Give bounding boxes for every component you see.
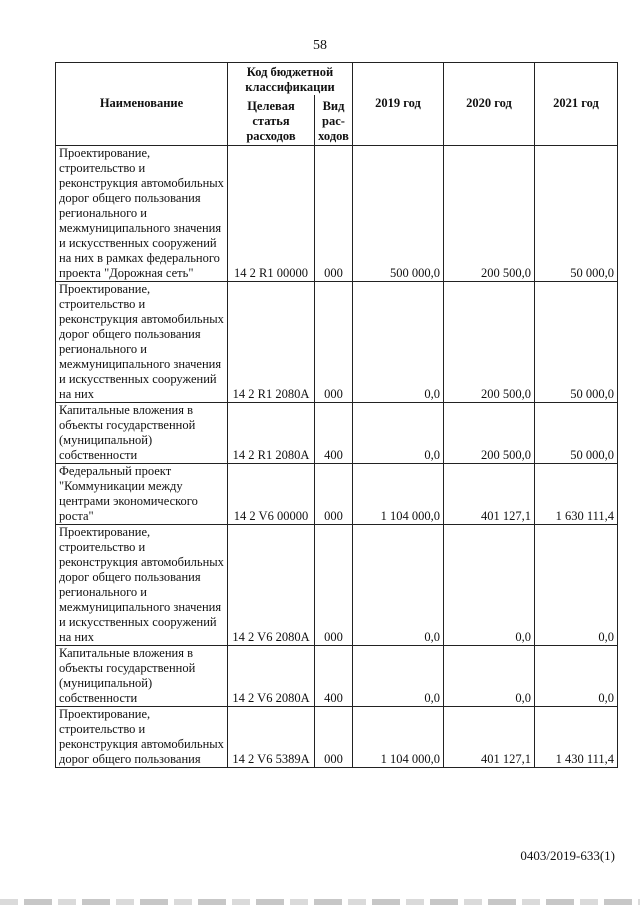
row-name: Капитальные вложения в объекты государственной (муниципальной) собственности <box>56 402 228 463</box>
page-number: 58 <box>313 38 327 53</box>
row-expense-kind: 400 <box>315 402 353 463</box>
budget-table <box>55 62 618 768</box>
row-target-code: 14 2 V6 00000 <box>228 463 315 524</box>
header-2019: 2019 год <box>353 63 444 146</box>
table-row <box>56 281 618 402</box>
row-value-2021: 50 000,0 <box>535 281 618 402</box>
document-code: 0403/2019-633(1) <box>520 848 615 863</box>
row-name: Проектирование, строительство и реконструкция автомобильных дорог общего пользования <box>56 706 228 767</box>
row-value-2020: 200 500,0 <box>444 145 535 281</box>
row-value-2019: 0,0 <box>353 402 444 463</box>
table-body <box>56 145 618 767</box>
table-row <box>56 706 618 767</box>
row-value-2021: 0,0 <box>535 524 618 645</box>
row-name: Капитальные вложения в объекты государственной (муниципальной) собственности <box>56 645 228 706</box>
row-expense-kind: 000 <box>315 524 353 645</box>
row-target-code: 14 2 V6 2080А <box>228 524 315 645</box>
row-value-2020: 200 500,0 <box>444 402 535 463</box>
row-value-2019: 1 104 000,0 <box>353 463 444 524</box>
header-code-group: Код бюджетной классификации <box>228 63 353 96</box>
header-2020: 2020 год <box>444 63 535 146</box>
row-target-code: 14 2 R1 00000 <box>228 145 315 281</box>
table-row <box>56 645 618 706</box>
row-value-2020: 200 500,0 <box>444 281 535 402</box>
table-row <box>56 524 618 645</box>
scan-edge-noise <box>0 899 640 905</box>
row-value-2020: 401 127,1 <box>444 463 535 524</box>
row-target-code: 14 2 V6 2080А <box>228 645 315 706</box>
row-name: Проектирование, строительство и реконструкция автомобильных дорог общего пользования регионального и межмуниципального значения и искусственных сооружений на них <box>56 524 228 645</box>
row-value-2020: 401 127,1 <box>444 706 535 767</box>
row-name: Федеральный проект "Коммуникации между центрами экономического роста" <box>56 463 228 524</box>
row-value-2020: 0,0 <box>444 524 535 645</box>
row-expense-kind: 000 <box>315 281 353 402</box>
row-value-2021: 1 630 111,4 <box>535 463 618 524</box>
row-name: Проектирование, строительство и реконструкция автомобильных дорог общего пользования регионального и межмуниципального значения и искусственных сооружений на них в рамках федерального проекта "Дорожная сеть" <box>56 145 228 281</box>
row-value-2020: 0,0 <box>444 645 535 706</box>
row-value-2019: 500 000,0 <box>353 145 444 281</box>
row-expense-kind: 000 <box>315 145 353 281</box>
row-value-2021: 0,0 <box>535 645 618 706</box>
table-row <box>56 463 618 524</box>
row-expense-kind: 000 <box>315 463 353 524</box>
row-expense-kind: 000 <box>315 706 353 767</box>
header-2021: 2021 год <box>535 63 618 146</box>
table-row <box>56 402 618 463</box>
table-row <box>56 145 618 281</box>
row-value-2021: 1 430 111,4 <box>535 706 618 767</box>
row-value-2019: 0,0 <box>353 281 444 402</box>
row-target-code: 14 2 V6 5389А <box>228 706 315 767</box>
row-target-code: 14 2 R1 2080А <box>228 281 315 402</box>
row-value-2019: 1 104 000,0 <box>353 706 444 767</box>
row-value-2019: 0,0 <box>353 524 444 645</box>
row-value-2021: 50 000,0 <box>535 402 618 463</box>
row-expense-kind: 400 <box>315 645 353 706</box>
header-name: Наименование <box>56 63 228 146</box>
row-value-2021: 50 000,0 <box>535 145 618 281</box>
header-expense-kind: Вид рас-ходов <box>315 95 353 145</box>
row-name: Проектирование, строительство и реконструкция автомобильных дорог общего пользования регионального и межмуниципального значения и искусственных сооружений на них <box>56 281 228 402</box>
row-target-code: 14 2 R1 2080А <box>228 402 315 463</box>
row-value-2019: 0,0 <box>353 645 444 706</box>
header-target-article: Целевая статья расходов <box>228 95 315 145</box>
table-header <box>56 63 618 146</box>
